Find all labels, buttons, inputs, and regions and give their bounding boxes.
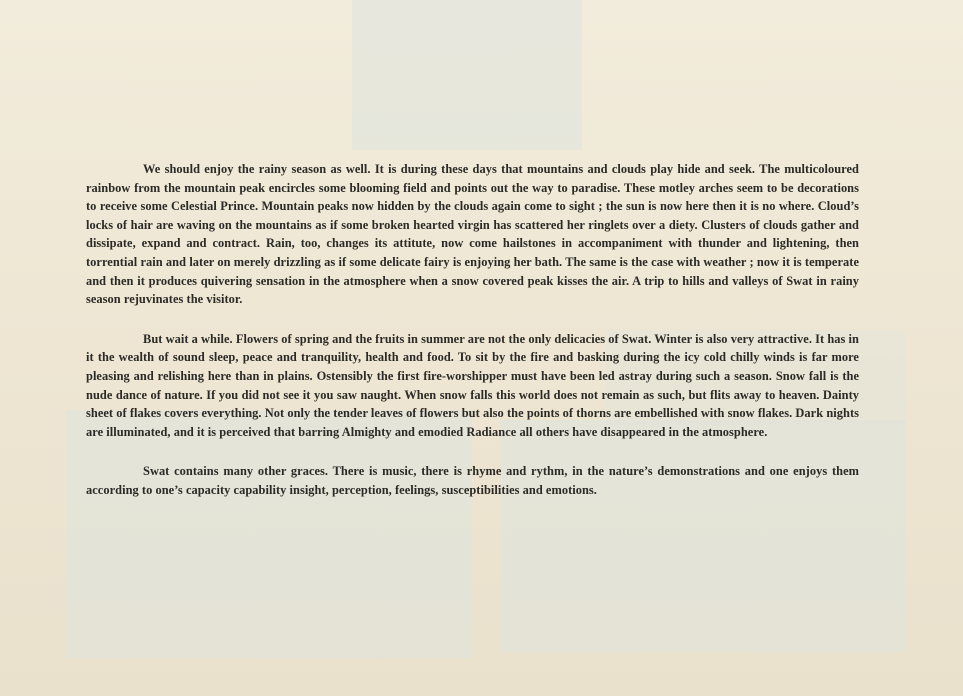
body-text <box>86 160 859 500</box>
paragraph-other-graces: Swat contains many other graces. There is music, there is rhyme and rythm, in the nature’s demonstrations and one enjoys them according to one’s capacity capability insight, perception, feelings, susceptibilities and emotions. <box>86 464 859 497</box>
paragraph-winter: But wait a while. Flowers of spring and the fruits in summer are not the only delicacies of Swat. Winter is also very attractive. It has in it the wealth of sound sleep, peace and tranquility, health and food. To sit by the fire and basking during the icy cold chilly winds is far more pleasing and relishing here than in plains. Ostensibly the first fire-worshipper must have been led astray during such a season. Snow fall is the nude dance of nature. If you did not see it you saw naught. When snow falls this world does not remain as such, but flits away to heaven. Dainty sheet of flakes covers everything. Not only the tender leaves of flowers but also the points of thorns are embellished with snow flakes. Dark nights are illuminated, and it is perceived that barring Almighty and emodied Radiance all others have disappeared in the atmosphere. <box>86 331 859 439</box>
paragraph-rainy-season: We should enjoy the rainy season as well. It is during these days that mountains and clouds play hide and seek. The multicoloured rainbow from the mountain peak encircles some blooming field and points out the way to paradise. These motley arches seem to be decorations to receive some Celestial Prince. Mountain peaks now hidden by the clouds again come to sight ; the sun is now here then it is no where. Cloud’s locks of hair are waving on the mountains as if some broken hearted virgin has scattered her ringlets over a diety. Clusters of clouds gather and dissipate, expand and contract. Rain, too, changes its attitute, now come hailstones in accompaniment with thunder and lightening, then torrential rain and later on merely drizzling as if some delicate fairy is enjoying her bath. The same is the case with weather ; now it is temperate and then it produces quivering sensation in the atmosphere when a snow covered peak kisses the air. A trip to hills and valleys of Swat in rainy season rejuvinates the visitor. <box>86 162 859 307</box>
show-through-photo <box>352 0 582 150</box>
